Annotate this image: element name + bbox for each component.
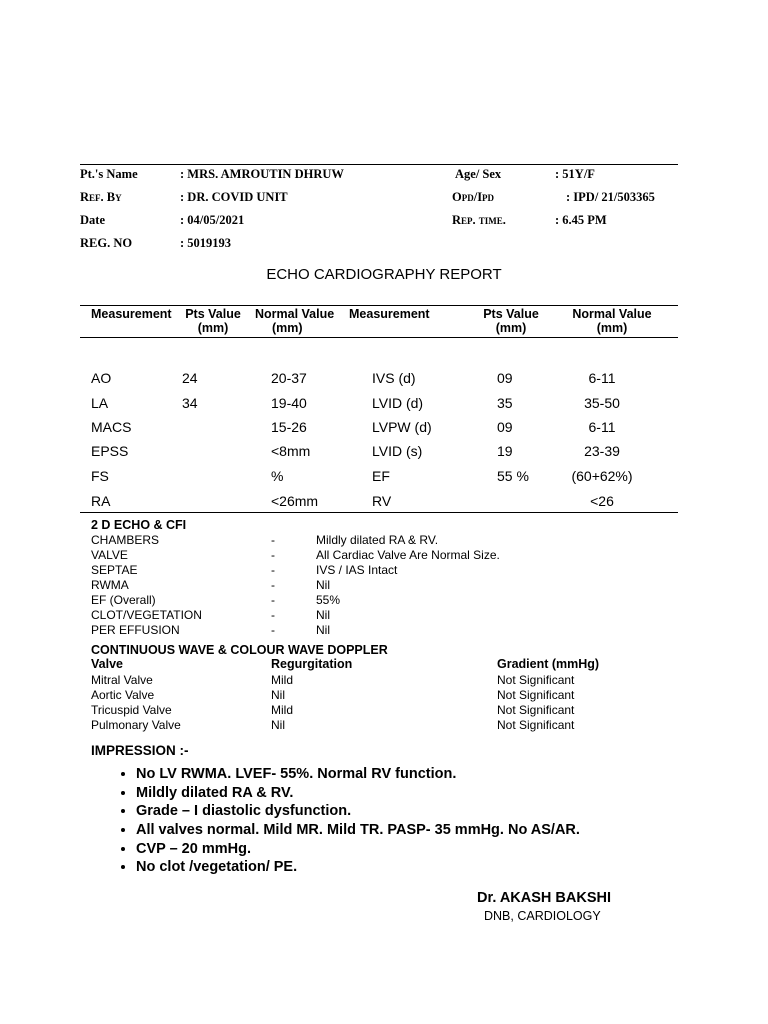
- table-cell: 24: [182, 370, 198, 386]
- col-header-normal-value-1-line1: Normal Value: [255, 307, 335, 321]
- table-cell: 09: [497, 370, 513, 386]
- doppler-header-gradient: Gradient (mmHg): [497, 657, 600, 671]
- col-header-pts-value-2: [475, 307, 547, 335]
- col-header-normal-value-1: [255, 307, 334, 335]
- col-header-pts-value-1: [178, 307, 248, 335]
- echo-cfi-label: EF (Overall): [91, 593, 156, 607]
- col-header-pts-value-2-line1: Pts Value: [483, 307, 539, 321]
- table-cell: FS: [91, 468, 109, 484]
- table-cell: 6-11: [588, 419, 616, 435]
- doppler-gradient: Not Significant: [497, 703, 575, 717]
- doppler-gradient: Not Significant: [497, 688, 575, 702]
- table-cell: AO: [91, 370, 112, 386]
- date-label: Date: [80, 213, 105, 227]
- doppler-gradient: Not Significant: [497, 673, 575, 687]
- echo-cfi-dash: -: [271, 548, 275, 562]
- table-bottom-rule: [80, 512, 678, 513]
- echo-cfi-label: CLOT/VEGETATION: [91, 608, 202, 622]
- doctor-name: Dr. AKASH BAKSHI: [477, 890, 612, 906]
- header-top-rule: [80, 164, 678, 165]
- echo-cfi-value: Mildly dilated RA & RV.: [316, 533, 439, 547]
- col-header-pts-value-2-line2: (mm): [495, 321, 527, 335]
- col-header-normal-value-1-line2: (mm): [272, 321, 303, 335]
- age-sex-value: : 51Y/F: [555, 167, 595, 181]
- doppler-regurgitation: Nil: [271, 718, 285, 732]
- ref-by-value: : DR. COVID UNIT: [180, 190, 288, 204]
- table-cell: 09: [497, 419, 513, 435]
- date-value: : 04/05/2021: [180, 213, 245, 227]
- report-title: ECHO CARDIOGRAPHY REPORT: [266, 266, 502, 283]
- table-cell: %: [271, 468, 284, 484]
- impression-item: • No clot /vegetation/ PE.: [136, 859, 580, 878]
- patient-name-value: : MRS. AMROUTIN DHRUW: [180, 167, 344, 181]
- echo-cfi-value: IVS / IAS Intact: [316, 563, 398, 577]
- doppler-regurgitation: Nil: [271, 688, 285, 702]
- table-cell: LVID (d): [372, 395, 424, 411]
- echo-cfi-value: Nil: [316, 608, 330, 622]
- col-header-normal-value-2-line2: (mm): [596, 321, 628, 335]
- table-cell: 55 %: [497, 468, 529, 484]
- echo-cfi-dash: -: [271, 533, 275, 547]
- opd-ipd-label: Opd/Ipd: [452, 190, 495, 204]
- table-cell: LVID (s): [372, 443, 423, 459]
- doppler-valve: Pulmonary Valve: [91, 718, 181, 732]
- echo-cfi-value: 55%: [316, 593, 341, 607]
- doppler-header-regurgitation: Regurgitation: [271, 657, 353, 671]
- table-cell: EPSS: [91, 443, 129, 459]
- echo-cfi-dash: -: [271, 578, 275, 592]
- doppler-title: CONTINUOUS WAVE & COLOUR WAVE DOPPLER: [91, 643, 388, 657]
- echo-cfi-label: PER EFFUSION: [91, 623, 180, 637]
- rep-time-label: Rep. time.: [452, 213, 506, 227]
- patient-name-label: Pt.'s Name: [80, 167, 138, 181]
- table-cell: MACS: [91, 419, 132, 435]
- doppler-header-valve: Valve: [91, 657, 123, 671]
- echo-cfi-dash: -: [271, 623, 275, 637]
- table-cell: IVS (d): [372, 370, 416, 386]
- table-cell: LA: [91, 395, 109, 411]
- echo-cfi-dash: -: [271, 563, 275, 577]
- reg-no-value: : 5019193: [180, 236, 232, 250]
- opd-ipd-value: : IPD/ 21/503365: [566, 190, 655, 204]
- echo-cfi-label: CHAMBERS: [91, 533, 160, 547]
- doppler-regurgitation: Mild: [271, 673, 294, 687]
- impression-title: IMPRESSION :-: [91, 743, 189, 758]
- impression-item: • CVP – 20 mmHg.: [136, 841, 580, 860]
- impression-item: • Mildly dilated RA & RV.: [136, 785, 580, 804]
- ref-by-label: Ref. By: [80, 190, 122, 204]
- col-header-measurement-2: Measurement: [349, 307, 430, 321]
- doppler-gradient: Not Significant: [497, 718, 575, 732]
- echo-cfi-value: Nil: [316, 623, 330, 637]
- table-cell: 20-37: [271, 370, 307, 386]
- table-top-rule: [80, 305, 678, 306]
- echo-cfi-label: VALVE: [91, 548, 128, 562]
- doppler-valve: Tricuspid Valve: [91, 703, 172, 717]
- doppler-regurgitation: Mild: [271, 703, 294, 717]
- col-header-pts-value-1-line2: (mm): [197, 321, 229, 335]
- table-cell: RV: [372, 493, 392, 509]
- echo-cfi-title: 2 D ECHO & CFI: [91, 518, 187, 532]
- echo-cfi-dash: -: [271, 608, 275, 622]
- table-cell: LVPW (d): [372, 419, 432, 435]
- doctor-qualification: DNB, CARDIOLOGY: [484, 909, 601, 923]
- table-header-rule: [80, 337, 678, 338]
- echo-cfi-value: All Cardiac Valve Are Normal Size.: [316, 548, 500, 562]
- col-header-pts-value-1-line1: Pts Value: [185, 307, 241, 321]
- reg-no-label: REG. NO: [80, 236, 133, 250]
- table-cell: <26mm: [271, 493, 319, 509]
- table-cell: 35: [497, 395, 513, 411]
- table-cell: <26: [590, 493, 614, 509]
- doppler-valve: Aortic Valve: [91, 688, 155, 702]
- age-sex-label: Age/ Sex: [455, 167, 502, 181]
- table-cell: <8mm: [271, 443, 311, 459]
- impression-item: • No LV RWMA. LVEF- 55%. Normal RV function.: [136, 766, 580, 785]
- table-cell: 19: [497, 443, 513, 459]
- table-cell: 35-50: [584, 395, 620, 411]
- echo-cfi-label: SEPTAE: [91, 563, 138, 577]
- table-cell: 34: [182, 395, 198, 411]
- table-cell: 23-39: [584, 443, 620, 459]
- table-cell: 19-40: [271, 395, 307, 411]
- table-cell: 6-11: [588, 370, 616, 386]
- doppler-valve: Mitral Valve: [91, 673, 153, 687]
- impression-item: • All valves normal. Mild MR. Mild TR. PASP- 35 mmHg. No AS/AR.: [136, 822, 580, 841]
- table-cell: RA: [91, 493, 111, 509]
- table-cell: EF: [372, 468, 390, 484]
- col-header-normal-value-2-line1: Normal Value: [572, 307, 652, 321]
- table-cell: (60+62%): [571, 468, 633, 484]
- col-header-normal-value-2: [566, 307, 658, 335]
- impression-item: • Grade – I diastolic dysfunction.: [136, 803, 580, 822]
- echo-cfi-value: Nil: [316, 578, 330, 592]
- echo-cfi-label: RWMA: [91, 578, 129, 592]
- echo-cfi-dash: -: [271, 593, 275, 607]
- impression-list: [90, 766, 580, 878]
- col-header-measurement-1: Measurement: [91, 307, 172, 321]
- rep-time-value: : 6.45 PM: [555, 213, 607, 227]
- table-cell: 15-26: [271, 419, 307, 435]
